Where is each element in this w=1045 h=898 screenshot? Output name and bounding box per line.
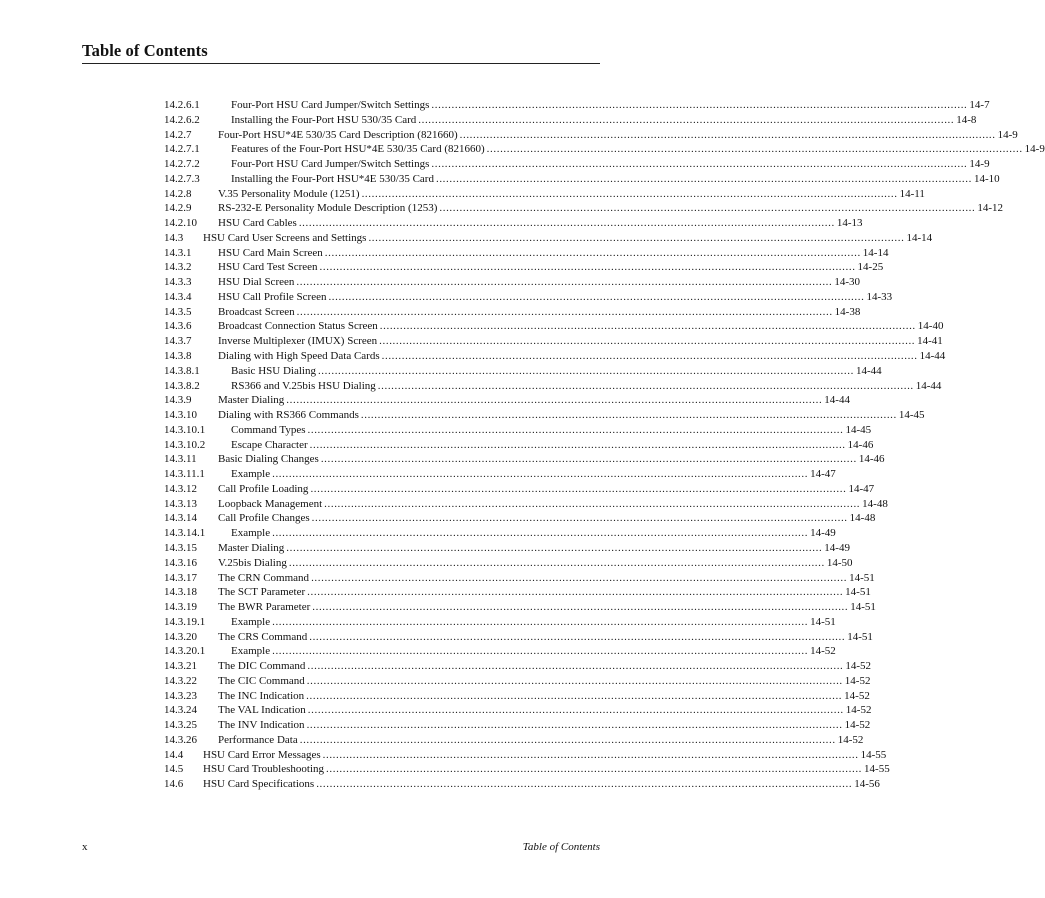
toc-dot-leader: ................................................................................................................................................................ [296,276,833,289]
toc-entry-number: 14.3.8 [164,350,192,363]
toc-entry-body [218,600,876,615]
toc-entry-title: Example [231,645,271,658]
toc-entry-title: HSU Card Main Screen [218,246,323,259]
toc-entry-number: 14.3.14 [164,512,197,525]
toc-entry-body [218,319,944,334]
toc-entry[interactable] [164,305,861,320]
toc-entry[interactable] [164,467,836,482]
toc-entry[interactable] [164,703,872,718]
toc-entry-body [231,379,942,394]
toc-entry-body [218,733,864,748]
toc-entry[interactable] [164,349,946,364]
toc-entry[interactable] [164,762,890,777]
toc-entry-page: 14-14 [906,231,933,244]
toc-entry-page: 14-46 [858,453,885,466]
toc-entry-page: 14-49 [824,541,850,554]
toc-entry-title: The INC Indication [218,689,305,702]
toc-entry-number: 14.3.25 [164,719,197,732]
toc-entry[interactable] [164,216,863,231]
toc-dot-leader: ................................................................................................................................................................ [307,704,844,717]
toc-dot-leader: ................................................................................................................................................................ [306,719,843,732]
toc-entry-page: 14-52 [837,733,864,746]
toc-entry[interactable] [164,128,1018,143]
toc-dot-leader: ................................................................................................................................................................ [328,290,865,303]
toc-entry-title: The INV Indication [218,719,305,732]
toc-entry-title: The CRS Command [218,630,308,643]
toc-entry-number: 14.2.6.2 [164,113,200,126]
toc-entry-number: 14.3.22 [164,674,197,687]
toc-entry-body [231,423,872,438]
toc-dot-leader: ................................................................................................................................................................ [306,674,843,687]
toc-entry-page: 14-7 [969,99,990,111]
toc-entry-title: The DIC Command [218,660,306,673]
toc-dot-leader: ................................................................................................................................................................ [307,586,844,599]
toc-dot-leader: ................................................................................................................................................................ [368,231,905,244]
toc-entry-body [218,305,861,320]
toc-entry[interactable] [164,246,889,261]
toc-dot-leader: ................................................................................................................................................................ [326,763,863,776]
toc-entry-title: RS-232-E Personality Module Description (1253) [218,202,438,215]
toc-entry-number: 14.4 [164,748,184,761]
toc-entry-title: Loopback Management [218,497,323,510]
toc-entry-number: 14.3.17 [164,571,197,584]
toc-entry[interactable] [164,615,836,630]
toc-entry[interactable] [164,423,872,438]
toc-dot-leader: ................................................................................................................................................................ [299,733,836,746]
toc-entry[interactable] [164,98,990,113]
toc-entry[interactable] [164,393,850,408]
toc-entry-page: 14-52 [845,660,872,673]
toc-entry-page: 14-44 [824,394,850,407]
toc-dot-leader: ................................................................................................................................................................ [324,246,861,259]
toc-entry-body [231,364,882,379]
toc-entry-title: Basic Dialing Changes [218,453,319,466]
toc-entry-page: 14-51 [845,586,871,599]
toc-entry[interactable] [164,630,873,645]
toc-entry-page: 14-40 [917,320,944,333]
toc-entry-page: 14-52 [845,704,872,717]
toc-entry[interactable] [164,541,850,556]
toc-dot-leader: ................................................................................................................................................................ [288,556,825,569]
toc-entry-page: 14-55 [864,763,890,776]
toc-entry-body [218,187,925,202]
toc-entry-page: 14-51 [810,615,836,628]
toc-entry-title: V.35 Personality Module (1251) [218,187,360,200]
toc-entry-title: The CIC Command [218,674,305,687]
toc-entry-body [231,467,836,482]
toc-entry-page: 14-47 [848,482,875,495]
toc-entry[interactable] [164,157,990,172]
toc-entry-number: 14.2.10 [164,217,197,230]
toc-entry-body [218,482,875,497]
toc-entry-number: 14.2.7.1 [164,143,200,156]
toc-dot-leader: ................................................................................................................................................................ [307,423,844,436]
toc-entry-title: The CRN Command [218,571,310,584]
toc-entry-body [218,674,871,689]
toc-entry-number: 14.3.1 [164,246,192,259]
toc-dot-leader: ................................................................................................................................................................ [418,113,955,126]
toc-entry-page: 14-52 [844,689,870,702]
toc-entry-body [203,777,880,792]
toc-entry[interactable] [164,733,864,748]
toc-entry-page: 14-9 [969,158,990,171]
toc-entry-title: The VAL Indication [218,704,306,717]
footer-section-title: Table of Contents [522,841,600,853]
toc-entry-body [231,438,874,453]
toc-entry-title: Example [231,527,271,540]
toc-entry[interactable] [164,275,861,290]
toc-entry-number: 14.3.10.2 [164,438,206,451]
toc-dot-leader: ................................................................................................................................................................ [286,541,823,554]
toc-entry-number: 14.2.7 [164,128,192,141]
toc-entry-title: Inverse Multiplexer (IMUX) Screen [218,335,378,348]
toc-entry-page: 14-51 [850,601,876,614]
toc-entry-body [203,748,887,763]
toc-entry-title: The SCT Parameter [218,586,306,599]
toc-entry-body [218,260,884,275]
toc-entry-number: 14.3.18 [164,586,197,599]
toc-entry-number: 14.3.11 [164,453,197,466]
toc-entry-page: 14-8 [956,113,977,126]
toc-entry[interactable] [164,526,836,541]
toc-entry-body [218,718,871,733]
toc-entry-body [218,571,875,586]
toc-entry-body [218,452,885,467]
toc-entry-number: 14.3.3 [164,276,192,289]
toc-entry-page: 14-10 [973,172,1000,185]
toc-entry-page: 14-55 [860,748,887,761]
toc-dot-leader: ................................................................................................................................................................ [435,172,972,185]
toc-entry[interactable] [164,334,943,349]
toc-dot-leader: ................................................................................................................................................................ [316,778,853,791]
toc-entry[interactable] [164,319,944,334]
toc-entry-title: Example [231,615,271,628]
toc-entry[interactable] [164,231,933,246]
toc-entry-page: 14-13 [836,217,863,230]
toc-entry-number: 14.3.21 [164,660,197,673]
toc-dot-leader: ................................................................................................................................................................ [317,364,854,377]
toc-entry-title: Command Types [231,423,306,436]
toc-entry-body [218,630,873,645]
footer-page-number: x [82,841,88,853]
toc-dot-leader: ................................................................................................................................................................ [379,320,916,333]
toc-entry-number: 14.3.8.2 [164,379,200,392]
toc-entry-page: 14-25 [857,261,884,274]
toc-entry-number: 14.3.8.1 [164,364,200,377]
toc-entry-title: Installing the Four-Port HSU*4E 530/35 Card [231,172,434,185]
toc-entry[interactable] [164,571,875,586]
toc-entry-number: 14.3.26 [164,733,197,746]
toc-entry[interactable] [164,438,874,453]
toc-entry-body [218,541,850,556]
toc-entry-title: HSU Card Specifications [203,778,315,791]
toc-entry-page: 14-9 [1024,143,1045,156]
toc-entry[interactable] [164,718,871,733]
toc-entry[interactable] [164,600,876,615]
toc-entry-title: Performance Data [218,733,298,746]
toc-entry-title: HSU Card Cables [218,217,297,230]
toc-entry-number: 14.3.19 [164,601,197,614]
toc-entry-page: 14-50 [826,556,853,569]
toc-entry-number: 14.3.16 [164,556,197,569]
toc-entry-page: 14-46 [847,438,874,451]
toc-entry[interactable] [164,585,871,600]
toc-entry-body [231,98,990,113]
toc-entry[interactable] [164,142,1045,157]
toc-dot-leader: ................................................................................................................................................................ [379,335,916,348]
toc-entry-page: 14-11 [899,187,925,200]
toc-dot-leader: ................................................................................................................................................................ [309,438,846,451]
toc-entry-page: 14-38 [834,305,861,318]
toc-entry[interactable] [164,556,853,571]
toc-entry-title: Master Dialing [218,541,285,554]
toc-entry-page: 14-33 [866,290,893,303]
toc-entry-page: 14-12 [977,202,1004,215]
toc-dot-leader: ................................................................................................................................................................ [360,409,897,422]
toc-dot-leader: ................................................................................................................................................................ [324,497,861,510]
toc-entry-number: 14.3.20 [164,630,197,643]
toc-entry[interactable] [164,748,887,763]
toc-entry[interactable] [164,379,942,394]
toc-dot-leader: ................................................................................................................................................................ [381,350,918,363]
toc-entry-body [218,511,876,526]
toc-entry-title: HSU Card User Screens and Settings [203,231,367,244]
toc-entry-body [218,246,889,261]
toc-entry[interactable] [164,172,1000,187]
toc-entry[interactable] [164,201,1004,216]
toc-entry-page: 14-44 [855,364,882,377]
toc-dot-leader: ................................................................................................................................................................ [459,128,996,141]
toc-dot-leader: ................................................................................................................................................................ [361,187,898,200]
toc-entry[interactable] [164,511,876,526]
toc-entry[interactable] [164,290,893,305]
toc-dot-leader: ................................................................................................................................................................ [310,482,847,495]
toc-entry[interactable] [164,452,885,467]
toc-dot-leader: ................................................................................................................................................................ [320,453,857,466]
toc-entry-body [231,113,977,128]
toc-entry-number: 14.2.7.2 [164,158,200,171]
toc-entry-body [231,644,836,659]
toc-entry-title: Call Profile Changes [218,512,310,525]
toc-entry-title: Four-Port HSU Card Jumper/Switch Settings [231,99,430,111]
toc-entry-number: 14.6 [164,778,184,791]
toc-entry-number: 14.3.19.1 [164,615,206,628]
toc-entry-body [203,231,933,246]
toc-entry-page: 14-51 [847,630,873,643]
toc-entry-page: 14-52 [810,645,836,658]
toc-entry-page: 14-45 [898,409,925,422]
toc-entry-body [218,216,863,231]
toc-entry-title: Broadcast Screen [218,305,295,318]
toc-entry[interactable] [164,482,875,497]
title-rule [82,63,600,64]
toc-entry-title: Broadcast Connection Status Screen [218,320,378,333]
toc-entry[interactable] [164,497,888,512]
toc-dot-leader: ................................................................................................................................................................ [298,217,835,230]
toc-entry-page: 14-48 [862,497,888,510]
toc-entry-body [218,689,870,704]
toc-entry[interactable] [164,777,880,792]
toc-dot-leader: ................................................................................................................................................................ [431,99,968,111]
toc-entry-title: RS366 and V.25bis HSU Dialing [231,379,376,392]
toc-entry-title: Dialing with RS366 Commands [218,409,359,422]
toc-entry-page: 14-45 [845,423,872,436]
toc-entry-title: Four-Port HSU*4E 530/35 Card Description (821660) [218,128,458,141]
toc-entry-title: Escape Character [231,438,308,451]
toc-entry[interactable] [164,674,871,689]
toc-dot-leader: ................................................................................................................................................................ [486,143,1023,156]
toc-entry-title: Features of the Four-Port HSU*4E 530/35 Card (821660) [231,143,485,156]
toc-dot-leader: ................................................................................................................................................................ [307,660,844,673]
toc-dot-leader: ................................................................................................................................................................ [272,468,809,481]
toc-dot-leader: ................................................................................................................................................................ [312,601,849,614]
toc-entry-body [218,349,946,364]
toc-entry-number: 14.3.5 [164,305,192,318]
toc-entry-body [231,615,836,630]
toc-entry-number: 14.3.13 [164,497,197,510]
toc-list [164,98,1045,792]
toc-entry-page: 14-9 [997,128,1018,141]
toc-entry-page: 14-41 [917,335,943,348]
toc-entry-body [218,556,853,571]
toc-entry-number: 14.3.20.1 [164,645,206,658]
toc-entry[interactable] [164,408,925,423]
toc-entry-body [231,526,836,541]
toc-entry-body [218,585,871,600]
toc-entry-number: 14.3.15 [164,541,197,554]
toc-entry-page: 14-56 [854,778,880,791]
toc-entry-page: 14-30 [834,276,861,289]
toc-entry-body [218,703,872,718]
toc-entry-page: 14-44 [919,350,946,363]
toc-entry-title: Master Dialing [218,394,285,407]
toc-dot-leader: ................................................................................................................................................................ [272,527,809,540]
toc-entry-number: 14.3.23 [164,689,197,702]
toc-entry-title: Call Profile Loading [218,482,309,495]
toc-entry-number: 14.3.6 [164,320,192,333]
toc-dot-leader: ................................................................................................................................................................ [322,748,859,761]
toc-entry-page: 14-52 [844,674,871,687]
toc-entry-number: 14.2.7.3 [164,172,200,185]
toc-entry-title: HSU Card Test Screen [218,261,318,274]
toc-entry-number: 14.3.9 [164,394,192,407]
toc-entry-title: HSU Card Troubleshooting [203,763,325,776]
toc-entry-body [218,201,1004,216]
toc-entry[interactable] [164,364,882,379]
toc-entry[interactable] [164,689,870,704]
toc-entry-number: 14.3.7 [164,335,192,348]
toc-entry-title: Four-Port HSU Card Jumper/Switch Settings [231,158,430,171]
toc-dot-leader: ................................................................................................................................................................ [311,512,848,525]
toc-entry-number: 14.2.8 [164,187,192,200]
toc-entry-body [218,408,925,423]
toc-dot-leader: ................................................................................................................................................................ [309,630,846,643]
toc-entry-title: The BWR Parameter [218,601,311,614]
toc-dot-leader: ................................................................................................................................................................ [439,202,976,215]
toc-entry-body [218,393,850,408]
toc-entry-number: 14.5 [164,763,184,776]
toc-entry-number: 14.3.12 [164,482,197,495]
toc-entry-number: 14.3 [164,231,184,244]
toc-entry-number: 14.3.11.1 [164,468,205,481]
toc-entry[interactable] [164,260,884,275]
toc-entry-number: 14.3.24 [164,704,197,717]
toc-entry-title: Installing the Four-Port HSU 530/35 Card [231,113,417,126]
toc-dot-leader: ................................................................................................................................................................ [272,615,809,628]
toc-entry-title: Example [231,468,271,481]
toc-entry-number: 14.3.14.1 [164,527,206,540]
toc-entry-body [231,142,1045,157]
toc-dot-leader: ................................................................................................................................................................ [311,571,848,584]
toc-entry[interactable] [164,187,925,202]
toc-entry-body [218,290,893,305]
toc-entry-body [218,334,943,349]
toc-entry-title: HSU Call Profile Screen [218,290,327,303]
toc-entry-body [218,497,888,512]
toc-entry-body [231,157,990,172]
toc-entry[interactable] [164,659,872,674]
toc-entry-number: 14.2.6.1 [164,99,200,111]
toc-entry-page: 14-48 [849,512,876,525]
toc-dot-leader: ................................................................................................................................................................ [296,305,833,318]
toc-dot-leader: ................................................................................................................................................................ [306,689,843,702]
toc-entry-page: 14-51 [849,571,875,584]
toc-entry-page: 14-52 [844,719,871,732]
toc-entry-page: 14-49 [810,527,836,540]
toc-dot-leader: ................................................................................................................................................................ [286,394,823,407]
toc-entry-number: 14.3.10 [164,409,197,422]
toc-entry-title: V.25bis Dialing [218,556,287,569]
toc-entry-title: HSU Dial Screen [218,276,295,289]
toc-entry-title: HSU Card Error Messages [203,748,321,761]
toc-dot-leader: ................................................................................................................................................................ [272,645,809,658]
toc-entry-title: Dialing with High Speed Data Cards [218,350,380,363]
toc-entry[interactable] [164,644,836,659]
toc-dot-leader: ................................................................................................................................................................ [319,261,856,274]
toc-entry-number: 14.3.4 [164,290,192,303]
toc-entry-number: 14.3.2 [164,261,192,274]
toc-entry-title: Basic HSU Dialing [231,364,316,377]
toc-entry-page: 14-47 [810,468,836,481]
toc-dot-leader: ................................................................................................................................................................ [377,379,914,392]
toc-entry-body [218,128,1018,143]
toc-entry-number: 14.3.10.1 [164,423,206,436]
page-title: Table of Contents [82,41,208,60]
toc-entry[interactable] [164,113,977,128]
toc-entry-page: 14-44 [915,379,942,392]
toc-entry-page: 14-14 [862,246,889,259]
toc-entry-number: 14.2.9 [164,202,192,215]
toc-entry-body [218,659,872,674]
toc-dot-leader: ................................................................................................................................................................ [431,158,968,171]
toc-entry-body [203,762,890,777]
toc-entry-body [231,172,1000,187]
toc-entry-body [218,275,861,290]
